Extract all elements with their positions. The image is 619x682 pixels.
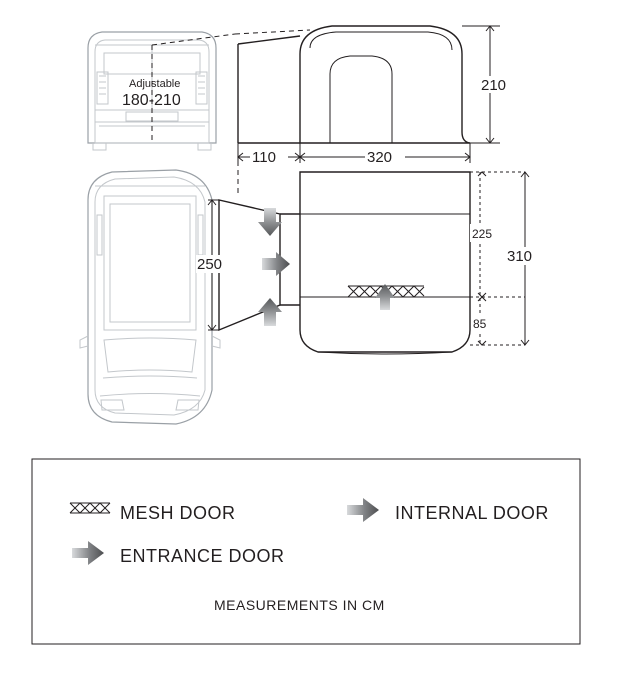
entrance-door-arrow-top [258, 208, 282, 236]
awning-side-elevation [152, 26, 470, 143]
mesh-door-arrow-up [375, 284, 395, 310]
legend-box [32, 459, 580, 644]
adjustable-range-label: 180-210 [122, 92, 181, 109]
dimension-height-210 [462, 26, 506, 143]
dimension-320-label: 320 [367, 149, 393, 166]
awning-plan-view [219, 143, 470, 354]
legend-label-internal: INTERNAL DOOR [395, 503, 549, 523]
dimension-310-label: 310 [507, 248, 533, 265]
legend-label-entrance: ENTRANCE DOOR [120, 546, 285, 566]
dimension-210-label: 210 [481, 77, 507, 94]
adjustable-height-label [122, 78, 181, 109]
van-plan-view [80, 170, 223, 424]
entrance-door-arrow-bottom [258, 298, 282, 326]
internal-door-arrow-right [262, 252, 290, 276]
dimension-225-label: 225 [472, 227, 493, 241]
dimension-depth-row [238, 143, 470, 166]
door-arrows [258, 208, 395, 326]
dimension-width-225-85-310 [470, 172, 540, 345]
dimension-110-label: 110 [252, 149, 276, 166]
dimension-250-label: 250 [197, 256, 223, 273]
legend-label-mesh: MESH DOOR [120, 503, 236, 523]
adjustable-label: Adjustable [129, 78, 181, 90]
dimension-85-label: 85 [473, 317, 487, 331]
legend-note: MEASUREMENTS IN CM [214, 597, 385, 613]
dimension-width-250 [196, 200, 229, 330]
